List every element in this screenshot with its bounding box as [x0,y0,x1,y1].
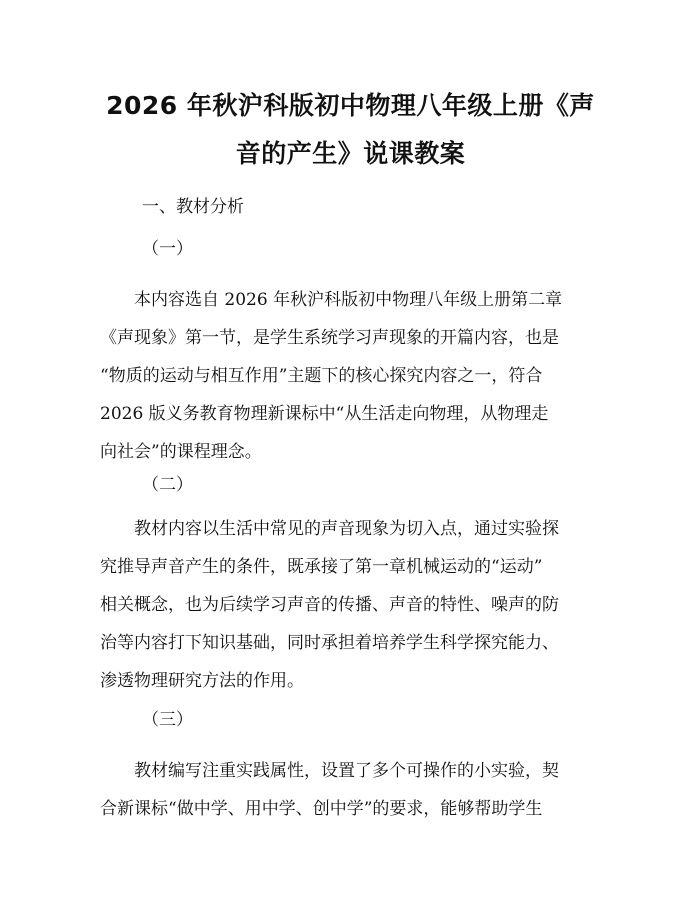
subsection-heading-2: （二） [142,475,193,495]
section-heading-textbook-analysis: 一、教材分析 [142,197,244,217]
paragraph-line: 2026 版义务教育物理新课标中“从生活走向物理，从物理走 [100,404,549,424]
paragraph-line: 教材编写注重实践属性，设置了多个可操作的小实验，契 [134,761,559,781]
paragraph-line: 教材内容以生活中常见的声音现象为切入点，通过实验探 [134,519,559,539]
paragraph-1 [100,281,600,471]
paragraph-3 [100,752,600,828]
subsection-heading-1: （一） [142,239,193,259]
paragraph-line: 向社会”的课程理念。 [100,442,262,462]
paragraph-line: 相关概念，也为后续学习声音的传播、声音的特性、噪声的防 [100,595,559,615]
paragraph-line: 合新课标“做中学、用中学、创中学”的要求，能够帮助学生 [100,799,543,819]
paragraph-line: “物质的运动与相互作用”主题下的核心探究内容之一，符合 [100,366,543,386]
document-title: 2026 年秋沪科版初中物理八年级上册《声音的产生》说课教案 [106,91,595,168]
paragraph-2 [100,510,600,700]
subsection-heading-3: （三） [142,710,193,730]
paragraph-line: 治等内容打下知识基础，同时承担着培养学生科学探究能力、 [100,633,559,653]
paragraph-line: 渗透物理研究方法的作用。 [100,671,304,691]
paragraph-line: 本内容选自 2026 年秋沪科版初中物理八年级上册第二章 [134,290,563,310]
paragraph-line: 究推导声音产生的条件，既承接了第一章机械运动的“运动” [100,557,543,577]
paragraph-line: 《声现象》第一节，是学生系统学习声现象的开篇内容，也是 [100,328,559,348]
